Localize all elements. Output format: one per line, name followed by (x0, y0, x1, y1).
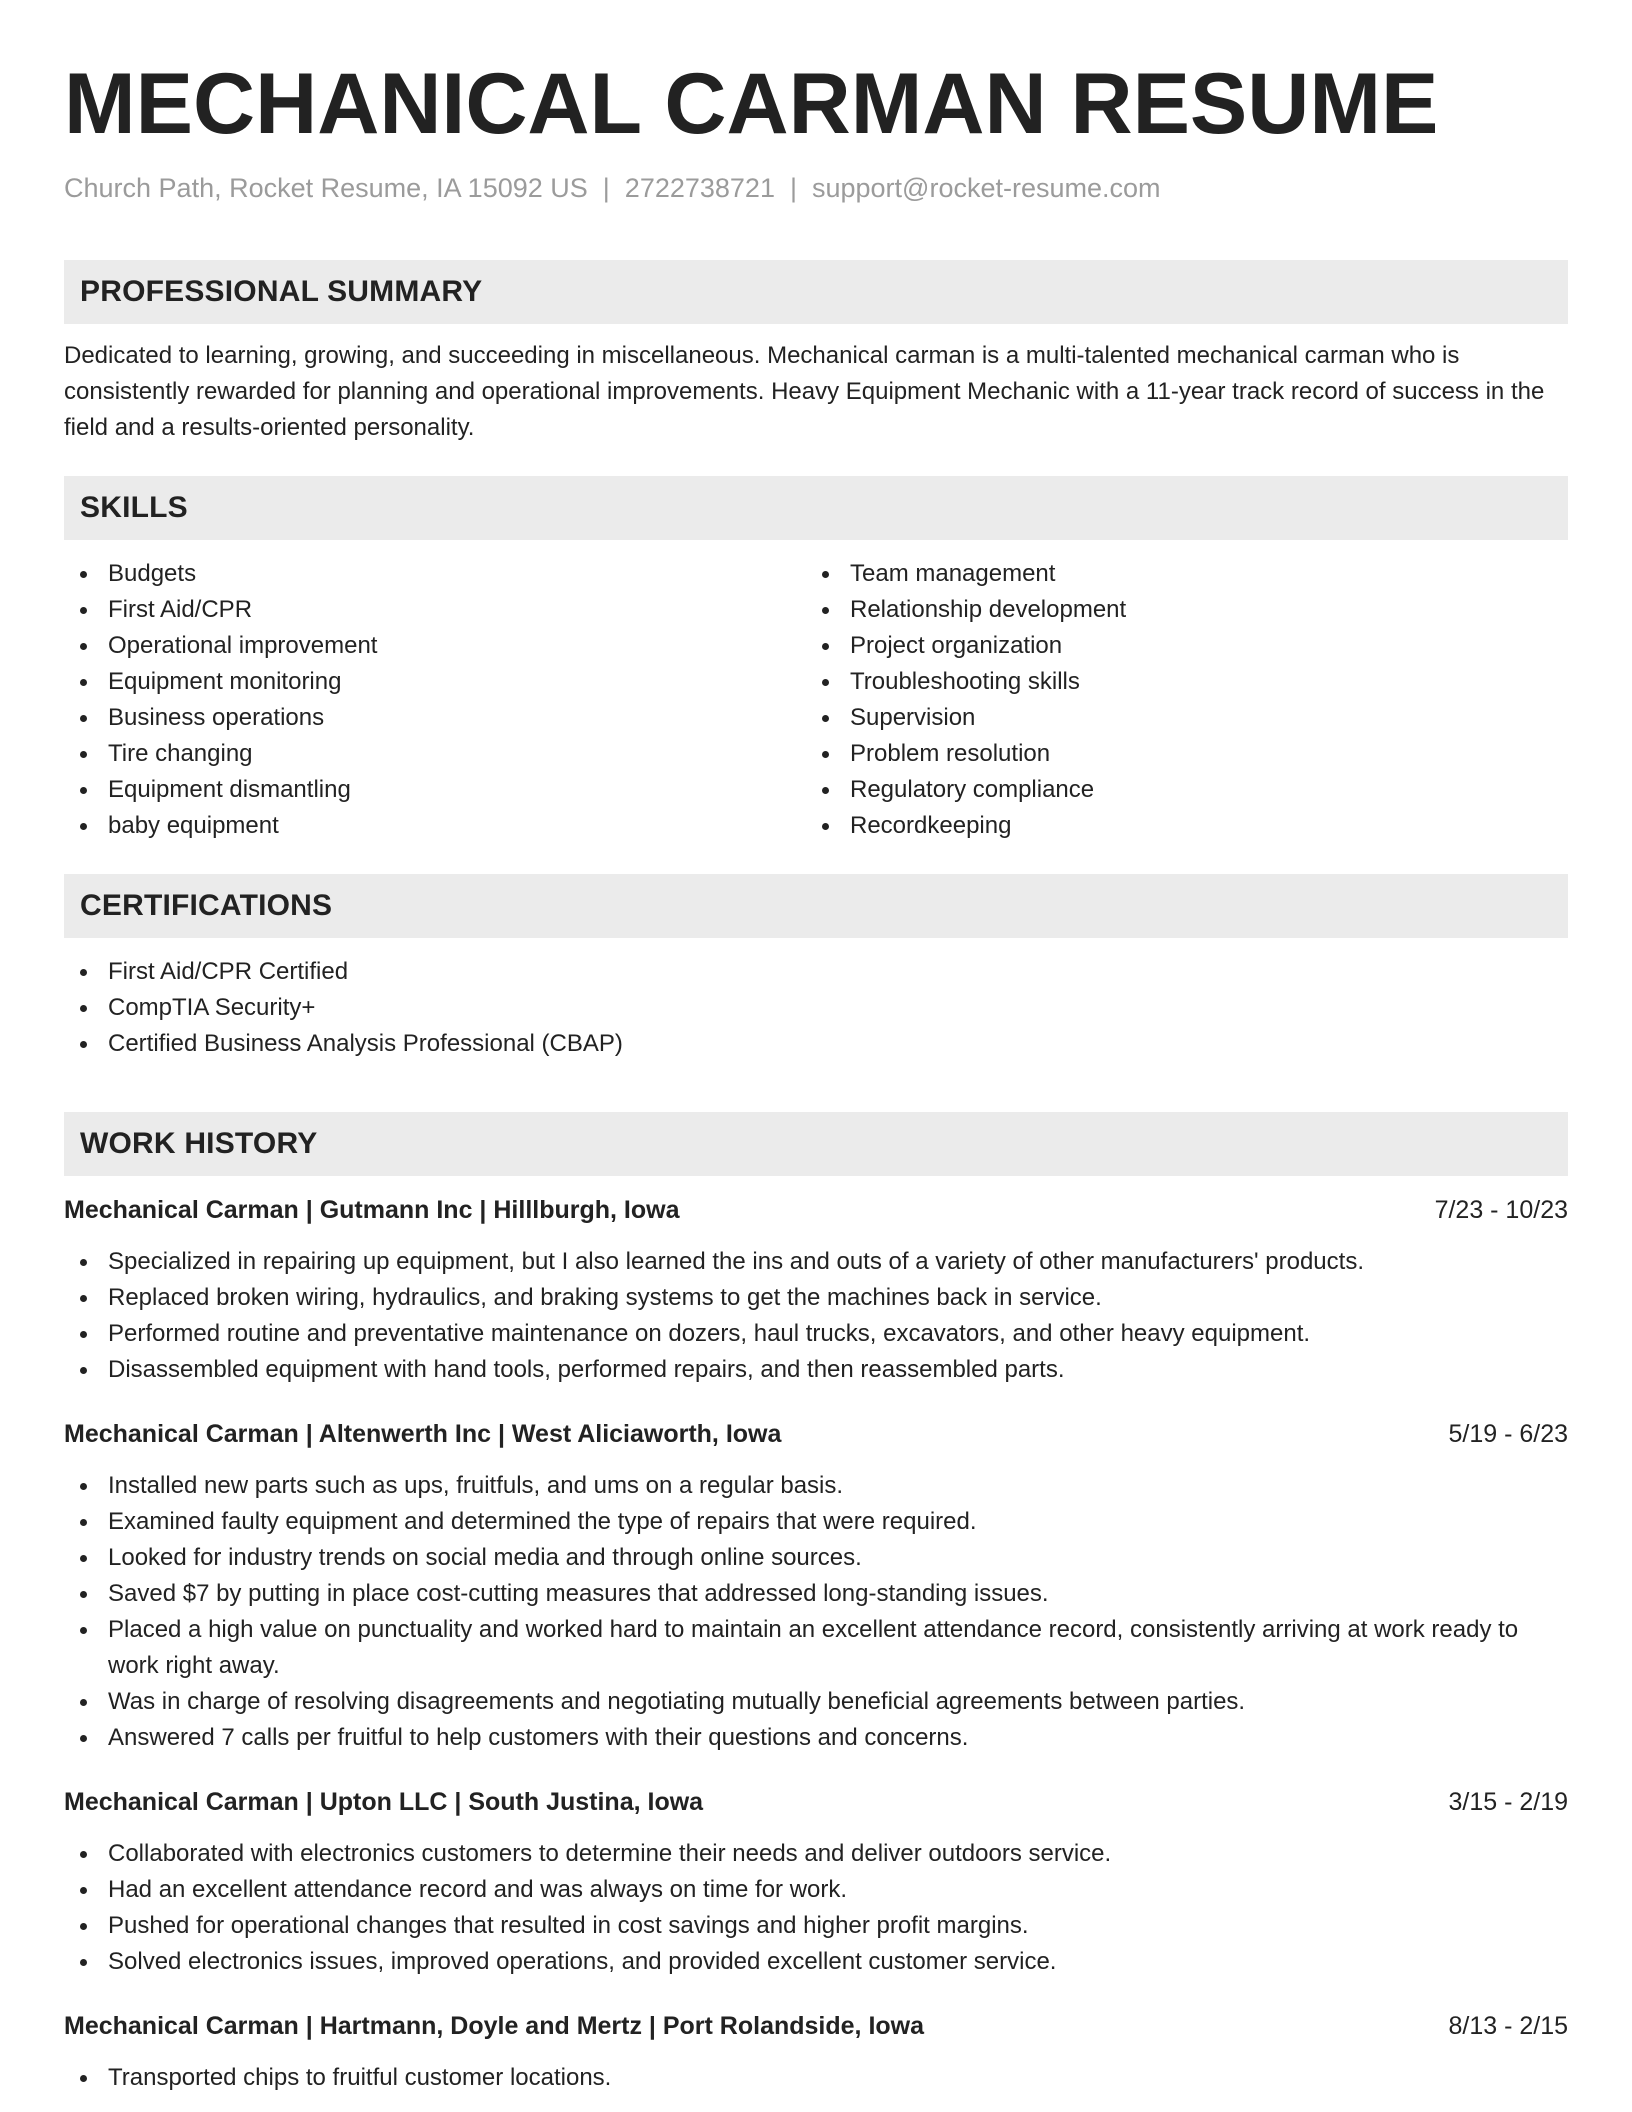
contact-phone: 2722738721 (624, 173, 775, 203)
job-bullet: Solved electronics issues, improved operations, and provided excellent customer service. (64, 1944, 1568, 1980)
contact-email: support@rocket-resume.com (811, 173, 1161, 203)
job-dates: 5/19 - 6/23 (1448, 1420, 1568, 1448)
job-bullet: Was in charge of resolving disagreements and negotiating mutually beneficial agreements between parties. (64, 1684, 1568, 1720)
job-bullet: Answered 7 calls per fruitful to help customers with their questions and concerns. (64, 1720, 1568, 1756)
job-bullet-list (64, 1244, 1568, 1388)
contact-separator: | (789, 173, 797, 203)
job-title: Mechanical Carman | Upton LLC | South Justina, Iowa (64, 1788, 704, 1816)
resume-page (64, 0, 1568, 2096)
contact-address: Church Path, Rocket Resume, IA 15092 US (64, 173, 588, 203)
job-bullet: Examined faulty equipment and determined the type of repairs that were required. (64, 1504, 1568, 1540)
job-bullet: Performed routine and preventative maintenance on dozers, haul trucks, excavators, and other heavy equipment. (64, 1316, 1568, 1352)
job-title: Mechanical Carman | Gutmann Inc | Hilllburgh, Iowa (64, 1196, 680, 1224)
job-title: Mechanical Carman | Altenwerth Inc | West Aliciaworth, Iowa (64, 1420, 782, 1448)
skill-item: Supervision (806, 700, 1548, 736)
skill-item: Project organization (806, 628, 1548, 664)
contact-separator: | (602, 173, 610, 203)
job-title: Mechanical Carman | Hartmann, Doyle and Mertz | Port Rolandside, Iowa (64, 2012, 925, 2040)
job-bullet: Specialized in repairing up equipment, but I also learned the ins and outs of a variety of other manufacturers' products. (64, 1244, 1568, 1280)
skill-item: Problem resolution (806, 736, 1548, 772)
job-dates: 7/23 - 10/23 (1434, 1196, 1568, 1224)
section-header-certifications: CERTIFICATIONS (64, 874, 1568, 938)
certification-item: Certified Business Analysis Professional (CBAP) (64, 1026, 1568, 1062)
skill-item: Team management (806, 556, 1548, 592)
job-bullet-list (64, 2060, 1568, 2096)
job-bullet-list (64, 1836, 1568, 1980)
contact-line (64, 168, 1568, 208)
section-header-work-history: WORK HISTORY (64, 1112, 1568, 1176)
job-bullet: Transported chips to fruitful customer locations. (64, 2060, 1568, 2096)
job-bullet: Looked for industry trends on social media and through online sources. (64, 1540, 1568, 1576)
job-entry (64, 1192, 1568, 1388)
certification-item: First Aid/CPR Certified (64, 954, 1568, 990)
job-entry (64, 2008, 1568, 2096)
section-header-summary: PROFESSIONAL SUMMARY (64, 260, 1568, 324)
skill-item: Equipment dismantling (64, 772, 806, 808)
job-bullet: Collaborated with electronics customers to determine their needs and deliver outdoors service. (64, 1836, 1568, 1872)
skills-grid (64, 556, 1568, 844)
job-bullet: Disassembled equipment with hand tools, performed repairs, and then reassembled parts. (64, 1352, 1568, 1388)
job-header (64, 1416, 1568, 1452)
skill-item: Business operations (64, 700, 806, 736)
job-bullet: Saved $7 by putting in place cost-cutting measures that addressed long-standing issues. (64, 1576, 1568, 1612)
resume-title: MECHANICAL CARMAN RESUME (64, 56, 1439, 152)
work-history (64, 1192, 1568, 2096)
job-entry (64, 1784, 1568, 1980)
skill-item: Troubleshooting skills (806, 664, 1548, 700)
job-bullet: Installed new parts such as ups, fruitfuls, and ums on a regular basis. (64, 1468, 1568, 1504)
job-bullet: Pushed for operational changes that resulted in cost savings and higher profit margins. (64, 1908, 1568, 1944)
job-header (64, 1784, 1568, 1820)
skill-item: Recordkeeping (806, 808, 1548, 844)
skills-list-right (806, 556, 1548, 844)
job-bullet: Placed a high value on punctuality and worked hard to maintain an excellent attendance record, consistently arriving at work ready to work right away. (64, 1612, 1568, 1684)
job-dates: 8/13 - 2/15 (1448, 2012, 1568, 2040)
skills-list-left (64, 556, 806, 844)
certifications-list (64, 954, 1568, 1062)
skill-item: Relationship development (806, 592, 1548, 628)
job-header (64, 1192, 1568, 1228)
job-bullet: Replaced broken wiring, hydraulics, and braking systems to get the machines back in service. (64, 1280, 1568, 1316)
skill-item: Regulatory compliance (806, 772, 1548, 808)
certification-item: CompTIA Security+ (64, 990, 1568, 1026)
skill-item: Tire changing (64, 736, 806, 772)
skill-item: First Aid/CPR (64, 592, 806, 628)
summary-text: Dedicated to learning, growing, and succeeding in miscellaneous. Mechanical carman is a multi-talented mechanical carman who is consistently rewarded for planning and operational improvements. Heavy Equipment Mechanic with a 11-year track record of success in the field and a results-oriented personality. (64, 342, 1545, 441)
section-header-skills: SKILLS (64, 476, 1568, 540)
job-dates: 3/15 - 2/19 (1448, 1788, 1568, 1816)
job-entry (64, 1416, 1568, 1756)
skill-item: Budgets (64, 556, 806, 592)
job-bullet-list (64, 1468, 1568, 1756)
skill-item: Operational improvement (64, 628, 806, 664)
skill-item: Equipment monitoring (64, 664, 806, 700)
job-bullet: Had an excellent attendance record and was always on time for work. (64, 1872, 1568, 1908)
skill-item: baby equipment (64, 808, 806, 844)
job-header (64, 2008, 1568, 2044)
